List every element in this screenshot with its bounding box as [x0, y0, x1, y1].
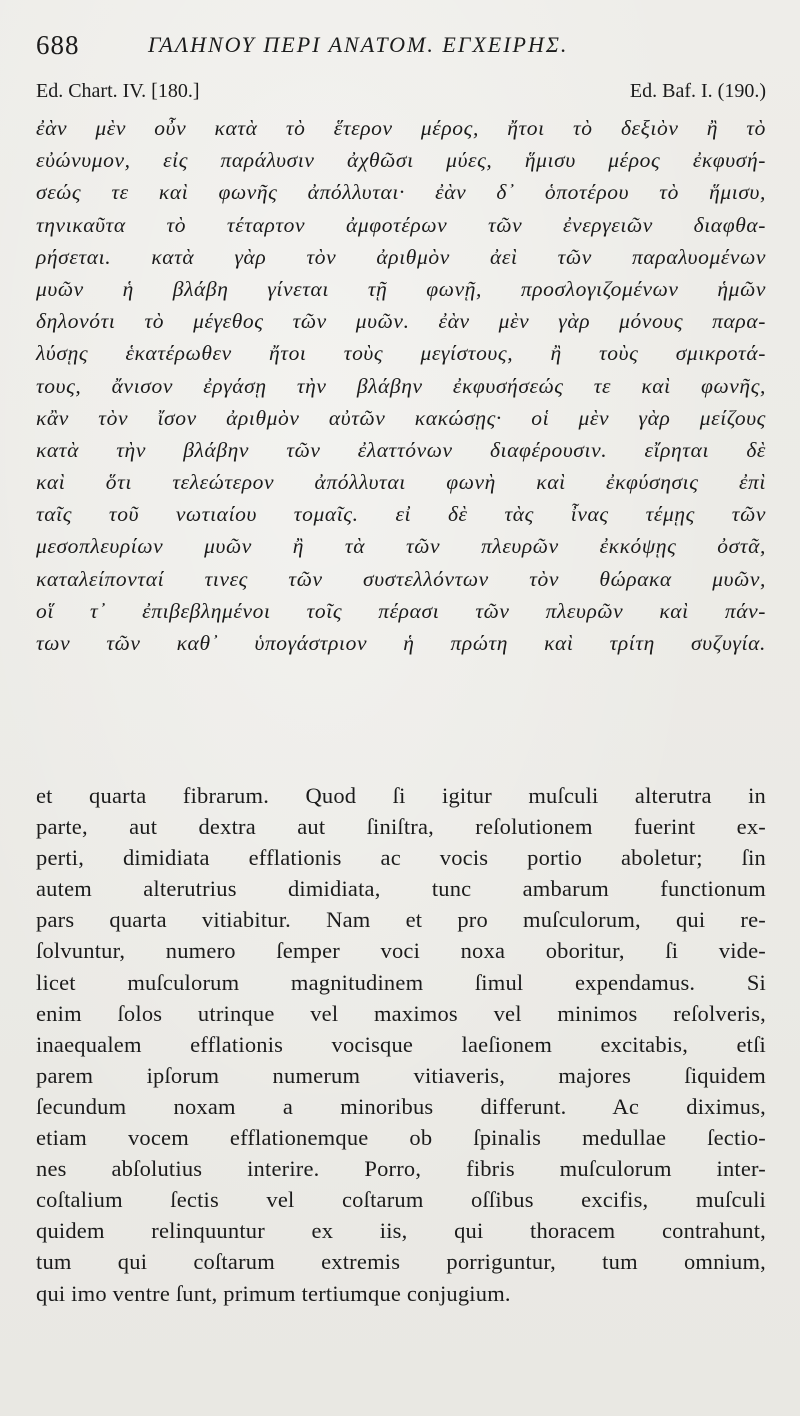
greek-line: καὶ ὅτι τελεώτερον ἀπόλλυται φωνὴ καὶ ἐκφύσησις ἐπὶ: [36, 470, 766, 495]
edition-reference-right: Ed. Baf. I. (190.): [629, 80, 766, 102]
latin-line: inaequalem efflationis vocisque laeſionem excitabis, etſi: [36, 1031, 766, 1057]
latin-line: perti, dimidiata efflationis ac vocis portio aboletur; ſin: [36, 845, 766, 871]
greek-line: μεσοπλευρίων μυῶν ἢ τὰ τῶν πλευρῶν ἐκκόψῃς ὀστᾶ,: [36, 534, 766, 559]
greek-line: εὐώνυμον, εἰς παράλυσιν ἀχθῶσι μύες, ἥμισυ μέρος ἐκφυσή-: [36, 148, 766, 173]
edition-references: [36, 80, 766, 108]
greek-line: καταλείπονταί τινες τῶν συστελλόντων τὸν θώρακα μυῶν,: [36, 566, 766, 591]
greek-text: [36, 112, 766, 659]
latin-line: parte, aut dextra aut ſiniſtra, reſolutionem fuerint ex-: [36, 814, 766, 840]
greek-line: κατὰ τὴν βλάβην τῶν ἐλαττόνων διαφέρουσιν. εἴρηται δὲ: [36, 437, 766, 462]
latin-line: ſolvuntur, numero ſemper voci noxa oboritur, ſi vide-: [36, 938, 766, 964]
greek-line: των τῶν καθ᾽ ὑπογάστριον ἡ πρώτη καὶ τρίτη συζυγία.: [36, 631, 766, 655]
greek-line: μυῶν ἡ βλάβη γίνεται τῇ φωνῇ, προσλογιζομένων ἡμῶν: [36, 276, 766, 301]
latin-line: quidem relinquuntur ex iis, qui thoracem contrahunt,: [36, 1218, 766, 1244]
greek-line: τους, ἄνισον ἐργάσῃ τὴν βλάβην ἐκφυσήσεώς τε καὶ φωνῆς,: [36, 373, 766, 398]
latin-line: nes abſolutius interire. Porro, fibris muſculorum inter-: [36, 1156, 766, 1182]
latin-line: qui imo ventre ſunt, primum tertiumque conjugium.: [36, 1280, 511, 1306]
greek-line: δηλονότι τὸ μέγεθος τῶν μυῶν. ἐὰν μὲν γὰρ μόνους παρα-: [36, 309, 766, 334]
latin-line: etiam vocem efflationemque ob ſpinalis medullae ſectio-: [36, 1125, 766, 1151]
greek-line: ἐὰν μὲν οὖν κατὰ τὸ ἕτερον μέρος, ἤτοι τὸ δεξιὸν ἢ τὸ: [36, 116, 766, 140]
latin-line: coſtalium ſectis vel coſtarum oſſibus excifis, muſculi: [36, 1187, 766, 1213]
latin-line: licet muſculorum magnitudinem ſimul expendamus. Si: [36, 969, 766, 995]
greek-line: σεώς τε καὶ φωνῆς ἀπόλλυται· ἐὰν δ᾽ ὁποτέρου τὸ ἥμισυ,: [36, 180, 766, 205]
latin-line: tum qui coſtarum extremis porriguntur, tum omnium,: [36, 1249, 766, 1275]
greek-line: ταῖς τοῦ νωτιαίου τομαῖς. εἰ δὲ τὰς ἶνας τέμῃς τῶν: [36, 502, 766, 527]
latin-text: [36, 780, 766, 1309]
latin-line: parem ipſorum numerum vitiaveris, majores ſiquidem: [36, 1062, 766, 1088]
running-head: [36, 30, 766, 66]
greek-line: λύσῃς ἑκατέρωθεν ἤτοι τοὺς μεγίστους, ἢ τοὺς σμικροτά-: [36, 341, 766, 366]
latin-line: pars quarta vitiabitur. Nam et pro muſculorum, qui re-: [36, 907, 766, 933]
latin-line: enim ſolos utrinque vel maximos vel minimos reſolveris,: [36, 1000, 766, 1026]
latin-line: ſecundum noxam a minoribus differunt. Ac diximus,: [36, 1093, 766, 1119]
edition-reference-left: Ed. Chart. IV. [180.]: [36, 80, 200, 102]
page-number: 688: [36, 30, 80, 60]
greek-line: κἂν τὸν ἴσον ἀριθμὸν αὐτῶν κακώσῃς· οἱ μὲν γὰρ μείζους: [36, 405, 766, 430]
greek-line: οἵ τ᾽ ἐπιβεβλημένοι τοῖς πέρασι τῶν πλευρῶν καὶ πάν-: [36, 598, 766, 623]
latin-line: autem alterutrius dimidiata, tunc ambarum functionum: [36, 876, 766, 902]
greek-line: τηνικαῦτα τὸ τέταρτον ἀμφοτέρων τῶν ἐνεργειῶν διαφθα-: [36, 212, 766, 237]
running-title: ΓΑΛΗΝΟΥ ΠΕΡΙ ΑΝΑΤΟΜ. ΕΓΧΕΙΡΗΣ.: [148, 32, 569, 57]
greek-line: ρήσεται. κατὰ γὰρ τὸν ἀριθμὸν ἀεὶ τῶν παραλυομένων: [36, 244, 766, 269]
latin-line: et quarta fibrarum. Quod ſi igitur muſculi alterutra in: [36, 783, 766, 808]
